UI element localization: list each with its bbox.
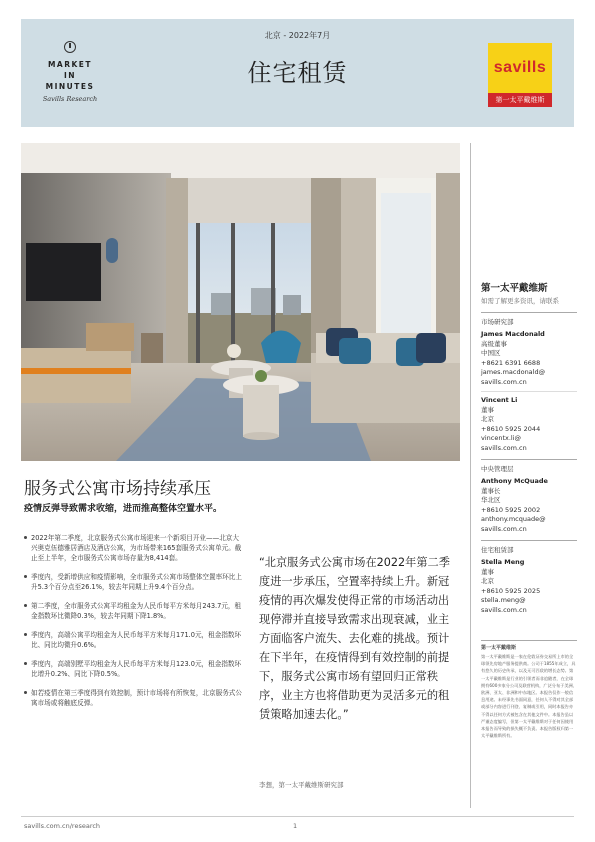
contact-email[interactable]: vincentx.li@ [481, 434, 522, 442]
list-item: 季度内，受新增供应和疫情影响，全市服务式公寓市场整体空置率环比上升5.3个百分点至26.1%，较去年同期上升9.4个百分点。 [24, 572, 242, 592]
logo-name: savills [493, 59, 547, 76]
contact-name: James Macdonald [481, 330, 545, 338]
contact-sidebar [481, 280, 577, 619]
brand-subtitle: Savills Research [42, 95, 98, 103]
section-heading: 住宅租赁部 [481, 540, 577, 554]
article-headline: 服务式公寓市场持续承压 [24, 479, 211, 499]
header-banner [21, 19, 574, 127]
list-item: 季度内，高端别墅平均租金为人民币每平方米每月123.0元，租金指数环比增升0.2%、同比下降0.5%。 [24, 659, 242, 679]
list-item: 第二季度，全市服务式公寓平均租金为人民币每平方米每月243.7元，租金指数环比微降0.3%，较去年同期下降1.8%。 [24, 601, 242, 621]
contact-email-domain[interactable]: savills.com.cn [481, 524, 527, 533]
sidebar-intro: 如需了解更多资讯，请联系 [481, 297, 559, 305]
article-subhead: 疫情反弹导致需求收缩，进而推高整体空置水平。 [24, 504, 223, 514]
contact-role: 董事 [481, 567, 494, 576]
contact-email-domain[interactable]: savills.com.cn [481, 377, 527, 386]
contact-region: 北京 [481, 577, 494, 585]
apartment-photo [21, 143, 460, 461]
savills-logo [488, 43, 552, 107]
sidebar-title: 第一太平戴维斯 [481, 283, 548, 294]
section-heading: 市场研究部 [481, 312, 577, 326]
footer-divider [21, 816, 574, 817]
contact-card [481, 558, 577, 615]
clock-icon [64, 41, 76, 53]
contact-phone: +8610 5925 2044 [481, 424, 541, 433]
section-heading: 中央管理层 [481, 459, 577, 473]
report-title: 住宅租赁 [247, 59, 348, 87]
quote-author: 李想，第一太平戴维斯研究部 [259, 781, 344, 789]
contact-region: 中国区 [481, 349, 501, 357]
contact-role: 董事 [481, 405, 494, 414]
contact-email-domain[interactable]: savills.com.cn [481, 605, 527, 614]
disclaimer-title: 第一太平戴维斯 [481, 645, 517, 651]
list-item: 如若疫情在第三季度得到有效控制，预计市场将有所恢复，北京服务式公寓市场或将触底反弹。 [24, 688, 242, 708]
list-item: 季度内，高端公寓平均租金为人民币每平方米每月171.0元，租金指数环比、同比均微升0.6%。 [24, 630, 242, 650]
footer-url[interactable]: savills.com.cn/research [24, 822, 101, 830]
pull-quote: “北京服务式公寓市场在2022年第二季度进一步承压，空置率持续上升。新冠疫情的再次爆发使得正常的市场活动出现停滞并直接导致需求出现衰减，业主方面临客户流失、去化难的挑战。预计在下半年，在疫情得到有效控制的前提下，服务式公寓市场有望回归正常秩序，业主方也将借助更为灵活多元的租赁策略加速去化。” [259, 556, 450, 721]
contact-email[interactable]: anthony.mcquade@ [481, 515, 546, 523]
page-number: 1 [293, 822, 298, 830]
logo-cn-name: 第一太平戴维斯 [488, 93, 552, 107]
disclaimer [481, 640, 577, 739]
contact-email[interactable]: james.macdonald@ [481, 368, 546, 376]
contact-phone: +8621 6391 6688 [481, 358, 541, 367]
contact-name: Stella Meng [481, 558, 525, 566]
contact-phone: +8610 5925 2025 [481, 586, 541, 595]
contact-email[interactable]: stella.meng@ [481, 596, 526, 604]
brand-line-3: MINUTES [45, 82, 95, 91]
contact-card [481, 391, 577, 453]
contact-card [481, 477, 577, 534]
contact-region: 华北区 [481, 496, 501, 504]
report-date: 北京 - 2022年7月 [264, 31, 331, 40]
list-item: 2022年第二季度，北京服务式公寓市场迎来一个新项目开业——北京大兴奥克伍德雅居酒店及酒店公寓，为市场带来165套服务式公寓单元。截止至上半年，全市服务式公寓市场存量为8,414套。 [24, 533, 242, 563]
contact-role: 高级董事 [481, 339, 507, 348]
contact-phone: +8610 5925 2002 [481, 505, 541, 514]
contact-email-domain[interactable]: savills.com.cn [481, 443, 527, 452]
disclaimer-body: 第一太平戴维斯是一家在伦敦证券交易所上市的全球领先房地产服务提供商。公司于1855年成立，具有悠久的历史传承，以及无可匹敌的增长态势。第一太平戴维斯是行业的引领者而非追随者，在全球拥有600多家分公司及联营机构，广泛分布于美洲、欧洲、亚太、非洲和中东地区。本报告仅作一般信息用途。未经事先书面同意，任何人不得对其全部或部分内容进行刊登、复制或引用，同时本报告亦不得以任何方式被包含在其他文件中。本报告虽以严谨态度编写，但第一太平戴维斯对于任何因使用本报告而导致的损失概不负责。本报告版权归第一太平戴维斯所有。 [481, 654, 577, 739]
contact-role: 董事长 [481, 486, 501, 495]
contact-name: Vincent Li [481, 396, 518, 404]
contact-region: 北京 [481, 415, 494, 423]
brand-line-1: MARKET [47, 60, 93, 69]
brand-line-2: IN [63, 71, 77, 80]
column-divider [470, 143, 471, 808]
contact-card [481, 330, 577, 387]
contact-name: Anthony McQuade [481, 477, 548, 485]
key-points-list [24, 533, 242, 717]
